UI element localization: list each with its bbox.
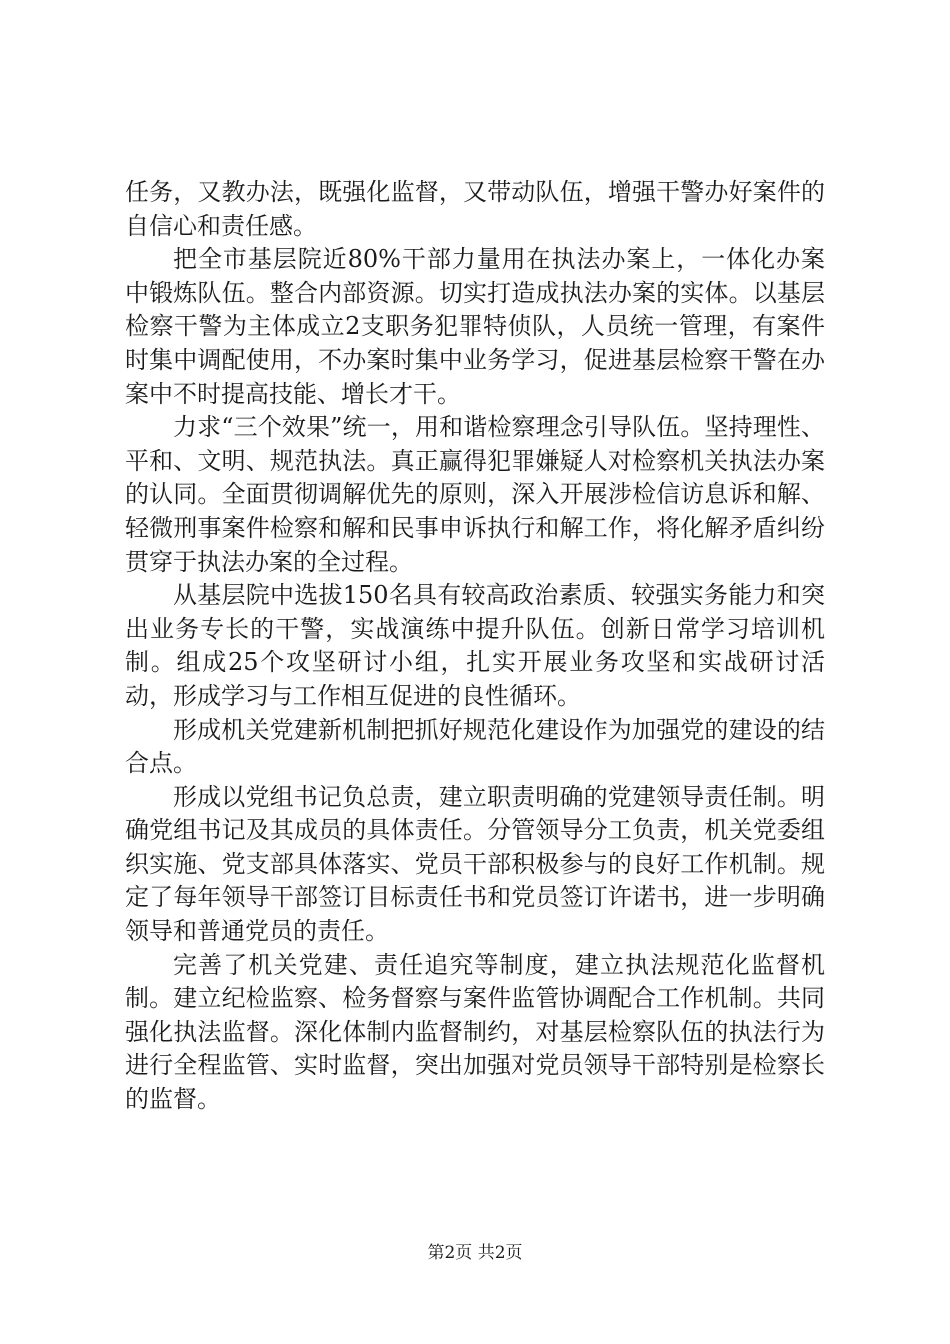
paragraph: 形成机关党建新机制把抓好规范化建设作为加强党的建设的结合点。 xyxy=(125,715,825,778)
paragraph: 把全市基层院近80%干部力量用在执法办案上，一体化办案中锻炼队伍。整合内部资源。切实打造成执法办案的实体。以基层检察干警为主体成立2支职务犯罪特侦队，人员统一管理，有案件时集中调配使用，不办案时集中业务学习，促进基层检察干警在办案中不时提高技能、增长才干。 xyxy=(125,245,825,408)
paragraph: 从基层院中选拔150名具有较高政治素质、较强实务能力和突出业务专长的干警，实战演练中提升队伍。创新日常学习培训机制。组成25个攻坚研讨小组，扎实开展业务攻坚和实战研讨活动，形成学习与工作相互促进的良性循环。 xyxy=(125,581,825,710)
document-body xyxy=(125,176,825,1117)
page-number-footer: 第2页 共2页 xyxy=(427,1243,523,1263)
paragraph: 力求“三个效果”统一，用和谐检察理念引导队伍。坚持理性、平和、文明、规范执法。真正赢得犯罪嫌疑人对检察机关执法办案的认同。全面贯彻调解优先的原则，深入开展涉检信访息诉和解、轻微刑事案件检察和解和民事申诉执行和解工作，将化解矛盾纠纷贯穿于执法办案的全过程。 xyxy=(125,413,825,576)
paragraph: 完善了机关党建、责任追究等制度，建立执法规范化监督机制。建立纪检监察、检务督察与案件监管协调配合工作机制。共同强化执法监督。深化体制内监督制约，对基层检察队伍的执法行为进行全程监管、实时监督，突出加强对党员领导干部特别是检察长的监督。 xyxy=(125,950,825,1114)
paragraph: 形成以党组书记负总责，建立职责明确的党建领导责任制。明确党组书记及其成员的具体责任。分管领导分工负责，机关党委组织实施、党支部具体落实、党员干部积极参与的良好工作机制。规定了每年领导干部签订目标责任书和党员签订许诺书，进一步明确领导和普通党员的责任。 xyxy=(125,782,825,946)
paragraph-continued: 任务，又教办法，既强化监督，又带动队伍，增强干警办好案件的自信心和责任感。 xyxy=(125,178,825,240)
